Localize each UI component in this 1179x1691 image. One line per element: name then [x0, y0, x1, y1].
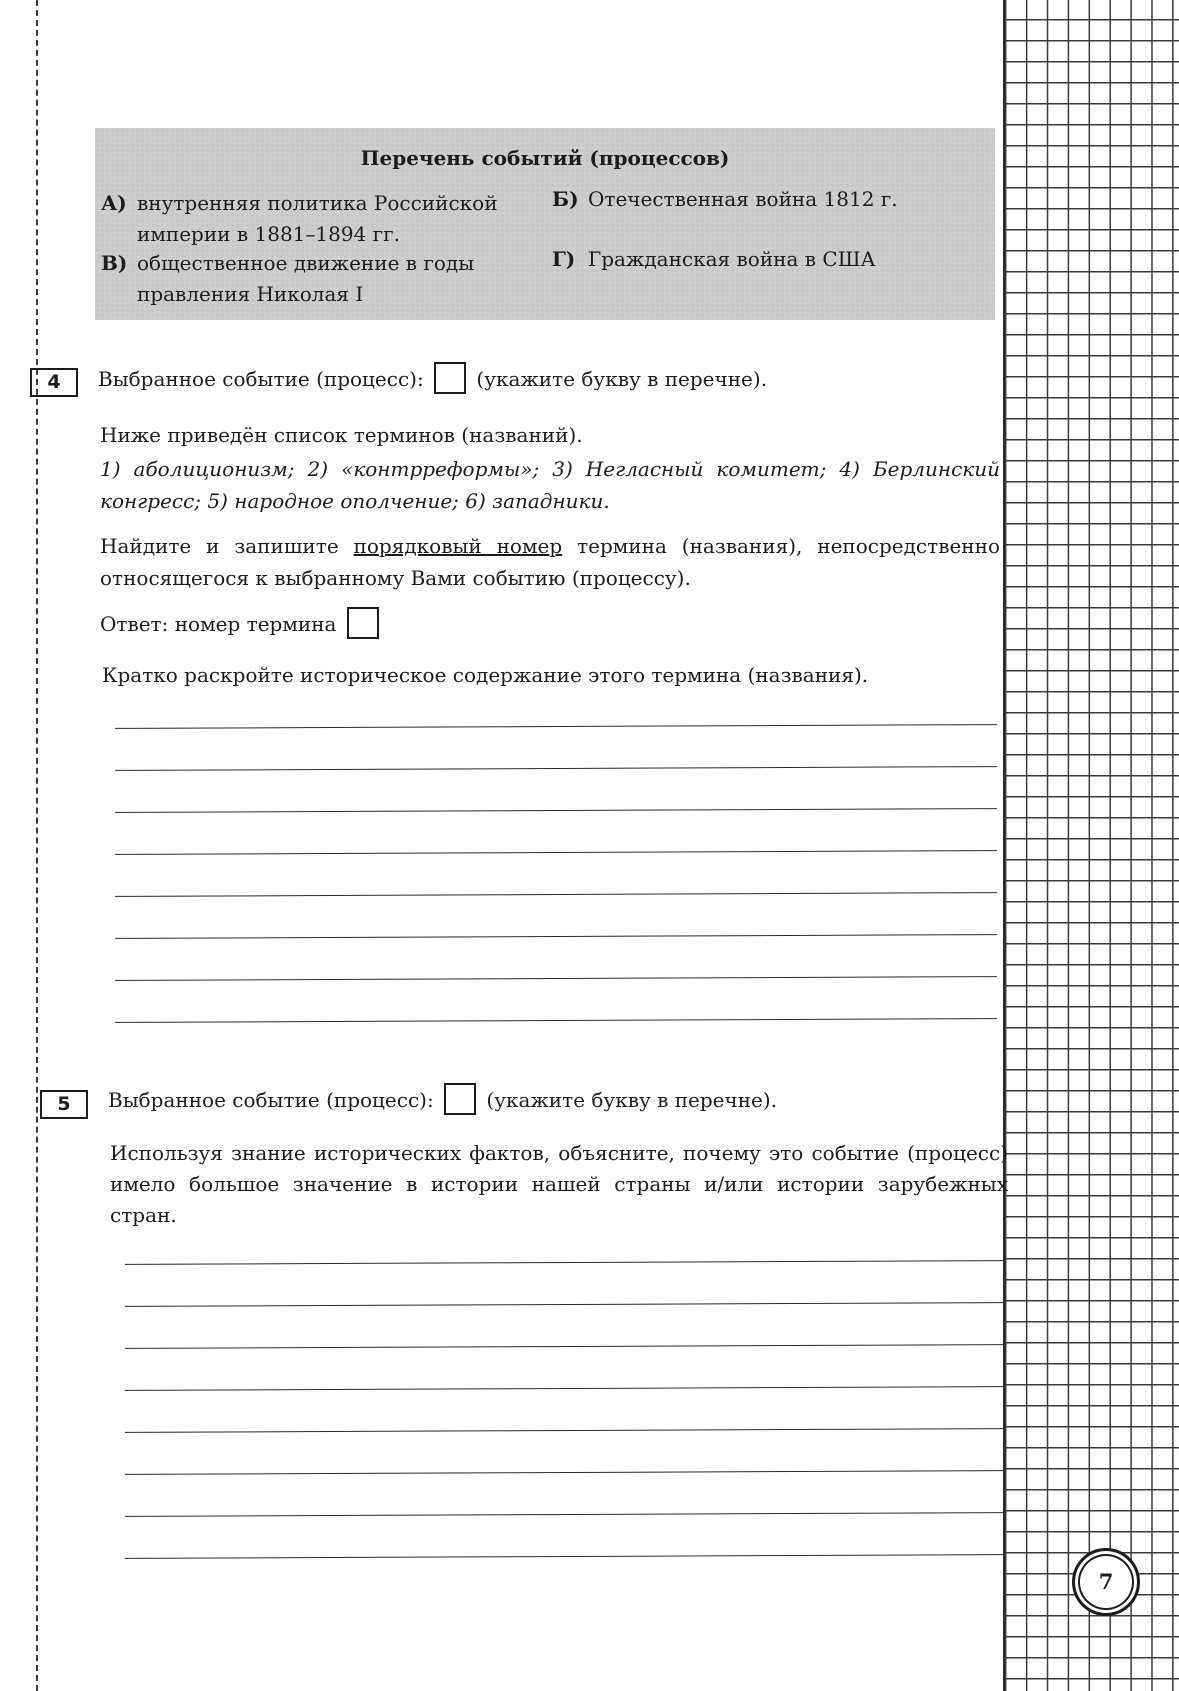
writing-line[interactable] [115, 766, 997, 771]
writing-line[interactable] [125, 1470, 1005, 1475]
writing-line[interactable] [125, 1554, 1005, 1559]
task-4-answer-line [100, 607, 600, 642]
instruction-text: Найдите и запишите [100, 534, 354, 558]
writing-line[interactable] [125, 1302, 1005, 1307]
writing-line[interactable] [115, 724, 997, 729]
task-5-selected-line [108, 1083, 988, 1118]
task-5-letter-input[interactable] [444, 1083, 476, 1115]
task-5-number: 5 [40, 1090, 88, 1119]
instruction-text: термина (названия), непосредственно относящегося к выбранному Вами событию (процессу). [100, 534, 1000, 590]
task-4-selected-line [98, 362, 978, 397]
event-item-v [101, 248, 531, 310]
event-text: Отечественная война 1812 г. [588, 187, 898, 211]
event-text: общественное движение в годы правления Николая I [137, 251, 475, 306]
writing-line[interactable] [115, 892, 997, 897]
selected-event-label: Выбранное событие (процесс): [98, 367, 424, 391]
task-4-explain: Кратко раскройте историческое содержание этого термина (названия). [102, 663, 869, 687]
event-item-a [101, 188, 531, 250]
event-letter: В) [101, 251, 128, 275]
writing-line[interactable] [115, 1018, 997, 1023]
writing-line[interactable] [125, 1344, 1005, 1349]
writing-line[interactable] [125, 1386, 1005, 1391]
task-4-intro: Ниже приведён список терминов (названий). [100, 423, 583, 447]
selected-event-label: Выбранное событие (процесс): [108, 1088, 434, 1112]
task-5-instruction: Используя знание исторических фактов, объясните, почему это событие (процесс) имело большое значение в истории нашей страны и/или истории зарубежных стран. [110, 1141, 1008, 1227]
event-list-title: Перечень событий (процессов) [360, 146, 730, 170]
event-letter: Б) [552, 187, 579, 211]
event-item-g [552, 244, 982, 275]
writing-line[interactable] [125, 1428, 1005, 1433]
task-4-answer-input[interactable] [347, 607, 379, 639]
grid-margin [1003, 0, 1179, 1691]
event-letter: Г) [552, 247, 576, 271]
event-text: Гражданская война в США [588, 247, 876, 271]
writing-line[interactable] [125, 1512, 1005, 1517]
writing-line[interactable] [115, 850, 997, 855]
event-text: внутренняя политика Российской империи в 1881–1894 гг. [137, 191, 498, 246]
writing-line[interactable] [115, 808, 997, 813]
writing-line[interactable] [115, 934, 997, 939]
task-4-instruction [100, 530, 1000, 594]
task-4-number: 4 [30, 368, 78, 397]
event-list-box [95, 128, 995, 320]
selected-event-hint: (укажите букву в перечне). [486, 1088, 778, 1112]
event-item-b [552, 184, 982, 215]
page-number: 7 [1072, 1548, 1140, 1616]
event-letter: А) [101, 191, 127, 215]
writing-line[interactable] [115, 976, 997, 981]
answer-label: Ответ: номер термина [100, 612, 337, 636]
ordinal-number-emphasis: порядковый номер [353, 534, 563, 558]
writing-line[interactable] [125, 1260, 1005, 1265]
selected-event-hint: (укажите букву в перечне). [476, 367, 768, 391]
task-4-letter-input[interactable] [434, 362, 466, 394]
cut-line [36, 0, 38, 1691]
task-4-terms: 1) аболиционизм; 2) «контрреформы»; 3) Негласный комитет; 4) Берлинский конгресс; 5) народное ополчение; 6) западники. [100, 457, 1000, 513]
